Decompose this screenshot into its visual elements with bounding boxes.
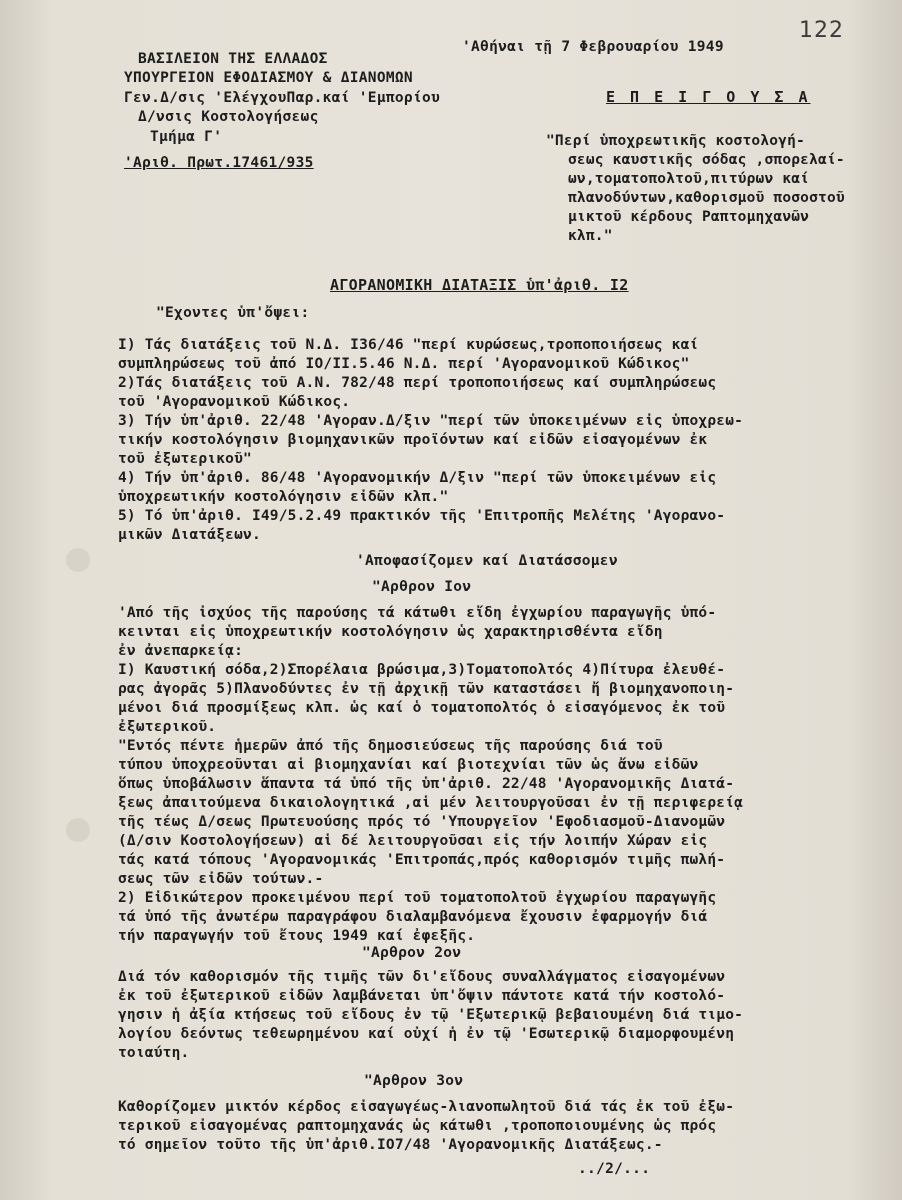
- punch-hole: [66, 548, 90, 572]
- subject-line: πλανοδύντων,καθορισμοῦ ποσοστοῦ: [568, 190, 845, 206]
- article-line: "Εντός πέντε ἡμερῶν ἀπό τῆς δημοσιεύσεως τῆς παρούσης διά τοῦ: [118, 738, 663, 754]
- continuation-marker: ../2/...: [578, 1161, 651, 1177]
- article-1-heading: "Αρθρον Ιον: [372, 579, 472, 595]
- article-line: τερικοῦ εἰσαγομένας ραπτομηχανάς ὡς κάτωθι ,τροποποιουμένης ὡς πρός: [118, 1118, 717, 1134]
- article-1-body: [118, 604, 743, 946]
- article-line: τήν παραγωγήν τοῦ ἔτους 1949 καί ἐφεξῆς.: [118, 928, 476, 944]
- consideration-line: 2)Τάς διατάξεις τοῦ Α.Ν. 782/48 περί τροποποιήσεως καί συμπληρώσεως: [118, 375, 717, 391]
- article-line: σεως τῶν εἰδῶν τούτων.-: [118, 871, 324, 887]
- article-line: 'Από τῆς ἰσχύος τῆς παρούσης τά κάτωθι εἴδη ἐγχωρίου παραγωγῆς ὑπό-: [118, 605, 717, 621]
- org-line: Γεν.Δ/σις 'ΕλέγχουΠαρ.καί 'Εμπορίου: [124, 90, 441, 106]
- article-line: τῆς τέως Δ/σεως Πρωτευούσης πρός τό 'Υπουργεῖον 'Εφοδιασμοῦ-Διανομῶν: [118, 814, 726, 830]
- article-line: γησιν ἡ ἀξία κτήσεως τοῦ εἴδους ἐν τῷ 'Εξωτερικῷ βεβαιουμένη διά τιμο-: [118, 1007, 744, 1023]
- org-line: Δ/νσις Κοστολογήσεως: [138, 109, 319, 125]
- org-line: ΒΑΣΙΛΕΙΟΝ ΤΗΣ ΕΛΛΑΔΟΣ: [138, 51, 328, 67]
- decision-heading: 'Αποφασίζομεν καί Διατάσσομεν: [356, 553, 618, 569]
- article-line: τάς κατά τόπους 'Αγορανομικάς 'Επιτροπάς,πρός καθορισμόν τιμῆς πωλή-: [118, 852, 726, 868]
- article-line: τύπου ὑποχρεοῦνται αἱ βιομηχανίαι καί βιοτεχνίαι τῶν ὡς ἄνω εἰδῶν: [118, 757, 699, 773]
- article-line: ξεως ἀπαιτούμενα δικαιολογητικά ,αἱ μέν λειτουργοῦσαι ἐν τῇ περιφερείᾳ: [118, 795, 744, 811]
- document-date: 'Αθήναι τῇ 7 Φεβρουαρίου 1949: [462, 39, 724, 55]
- article-line: ἐξωτερικοῦ.: [118, 719, 217, 735]
- consideration-line: τικήν κοστολόγησιν βιομηχανικῶν προϊόντων καί εἰδῶν εἰσαγομένων ἐκ: [118, 432, 708, 448]
- article-line: ὅπως ὑποβάλωσιν ἅπαντα τά ὑπό τῆς ὑπ'ἀριθ. 22/48 'Αγορανομικῆς Διατά-: [118, 776, 735, 792]
- org-line: Τμήμα Γ': [150, 129, 223, 145]
- subject-line: μικτοῦ κέρδους Ραπτομηχανῶν: [568, 209, 810, 225]
- article-line: ἐν ἀνεπαρκείᾳ:: [118, 643, 244, 659]
- considerations-list: [118, 336, 743, 545]
- article-line: Διά τόν καθορισμόν τῆς τιμῆς τῶν δι'εἴδους συναλλάγματος εἰσαγομένων: [118, 969, 726, 985]
- urgent-label: Ε Π Ε Ι Γ Ο Υ Σ Α: [606, 88, 811, 106]
- article-line: κεινται εἰς ὑποχρεωτικήν κοστολόγησιν ὡς χαρακτηρισθέντα εἴδη: [118, 624, 663, 640]
- article-line: 2) Εἰδικώτερον προκειμένου περί τοῦ τοματοπολτοῦ ἐγχωρίου παραγωγῆς: [118, 890, 717, 906]
- article-line: Ι) Καυστική σόδα,2)Σπορέλαια βρώσιμα,3)Τοματοπολτός 4)Πίτυρα ἐλευθέ-: [118, 662, 726, 678]
- consideration-line: 5) Τό ὑπ'ἀριθ. Ι49/5.2.49 πρακτικόν τῆς 'Επιτροπῆς Μελέτης 'Αγορανο-: [118, 508, 726, 524]
- article-line: τά ὑπό τῆς ἀνωτέρω παραγράφου διαλαμβανόμενα ἔχουσιν ἐφαρμογήν διά: [118, 909, 708, 925]
- article-line: (Δ/σιν Κοστολογήσεων) αἱ δέ λειτουργοῦσαι εἰς τήν λοιπήν Χώραν εἰς: [118, 833, 708, 849]
- article-line: ἐκ τοῦ ἐξωτερικοῦ εἰδῶν λαμβάνεται ὑπ'ὄψιν πάντοτε κατά τήν κοστολό-: [118, 988, 726, 1004]
- consideration-line: τοῦ 'Αγορανομικοῦ Κώδικος.: [118, 394, 351, 410]
- article-line: ρας ἀγορᾶς 5)Πλανοδύντες ἐν τῇ ἀρχικῇ τῶν καταστάσει ἤ βιομηχανοποιη-: [118, 681, 735, 697]
- subject-line: ων,τοματοπολτοῦ,πιτύρων καί: [568, 171, 810, 187]
- subject-line: κλπ.": [568, 228, 613, 244]
- consideration-line: 4) Τήν ὑπ'ἀριθ. 86/48 'Αγορανομικήν Δ/ξιν "περί τῶν ὑποκειμένων εἰς: [118, 470, 717, 486]
- consideration-line: ὑποχρεωτικήν κοστολόγησιν εἰδῶν κλπ.": [118, 489, 449, 505]
- article-line: τοιαύτη.: [118, 1045, 190, 1061]
- article-line: τό σημεῖον τοῦτο τῆς ὑπ'ἀριθ.ΙΟ7/48 'Αγορανομικῆς Διατάξεως.-: [118, 1137, 663, 1153]
- article-2-body: [118, 968, 743, 1063]
- article-2-heading: "Αρθρον 2ον: [362, 945, 462, 961]
- org-line: ΥΠΟΥΡΓΕΙΟΝ ΕΦΟΔΙΑΣΜΟΥ & ΔΙΑΝΟΜΩΝ: [124, 70, 413, 86]
- consideration-line: 3) Τήν ὑπ'ἀριθ. 22/48 'Αγοραν.Δ/ξιν "περί τῶν ὑποκειμένων εἰς ὑποχρεω-: [118, 413, 744, 429]
- subject-line: "Περί ὑποχρεωτικῆς κοστολογή-: [546, 133, 805, 149]
- article-3-heading: "Αρθρον 3ον: [364, 1073, 464, 1089]
- punch-hole: [66, 818, 90, 842]
- ordinance-title: ΑΓΟΡΑΝΟΜΙΚΗ ΔΙΑΤΑΞΙΣ ὑπ'ἀριθ. Ι2: [330, 276, 629, 294]
- subject-line: σεως καυστικῆς σόδας ,σπορελαί-: [568, 152, 845, 168]
- article-line: λογίου δεόντως τεθεωρημένου καί οὐχί ἡ ἐν τῷ 'Εσωτερικῷ διαμορφουμένη: [118, 1026, 735, 1042]
- handwritten-page-number: 122: [799, 18, 844, 43]
- article-line: μένοι διά προσμίξεως κλπ. ὡς καί ὁ τοματοπολτός ὁ εἰσαγόμενος ἐκ τοῦ: [118, 700, 726, 716]
- consideration-line: Ι) Τάς διατάξεις τοῦ Ν.Δ. Ι36/46 "περί κυρώσεως,τροποποιήσεως καί: [118, 337, 699, 353]
- preamble: "Εχοντες ὑπ'ὄψει:: [156, 305, 310, 321]
- protocol-number: 'Αριθ. Πρωτ.17461/935: [124, 155, 314, 171]
- consideration-line: συμπληρώσεως τοῦ ἀπό ΙΟ/ΙΙ.5.46 Ν.Δ. περί 'Αγορανομικοῦ Κώδικος": [118, 356, 690, 372]
- article-3-body: [118, 1098, 734, 1155]
- article-line: Καθορίζομεν μικτόν κέρδος εἰσαγωγέως-λιανοπωλητοῦ διά τάς ἐκ τοῦ ἐξω-: [118, 1099, 735, 1115]
- consideration-line: τοῦ ἐξωτερικοῦ": [118, 451, 252, 467]
- consideration-line: μικῶν Διατάξεων.: [118, 527, 261, 543]
- subject-block: [546, 132, 845, 246]
